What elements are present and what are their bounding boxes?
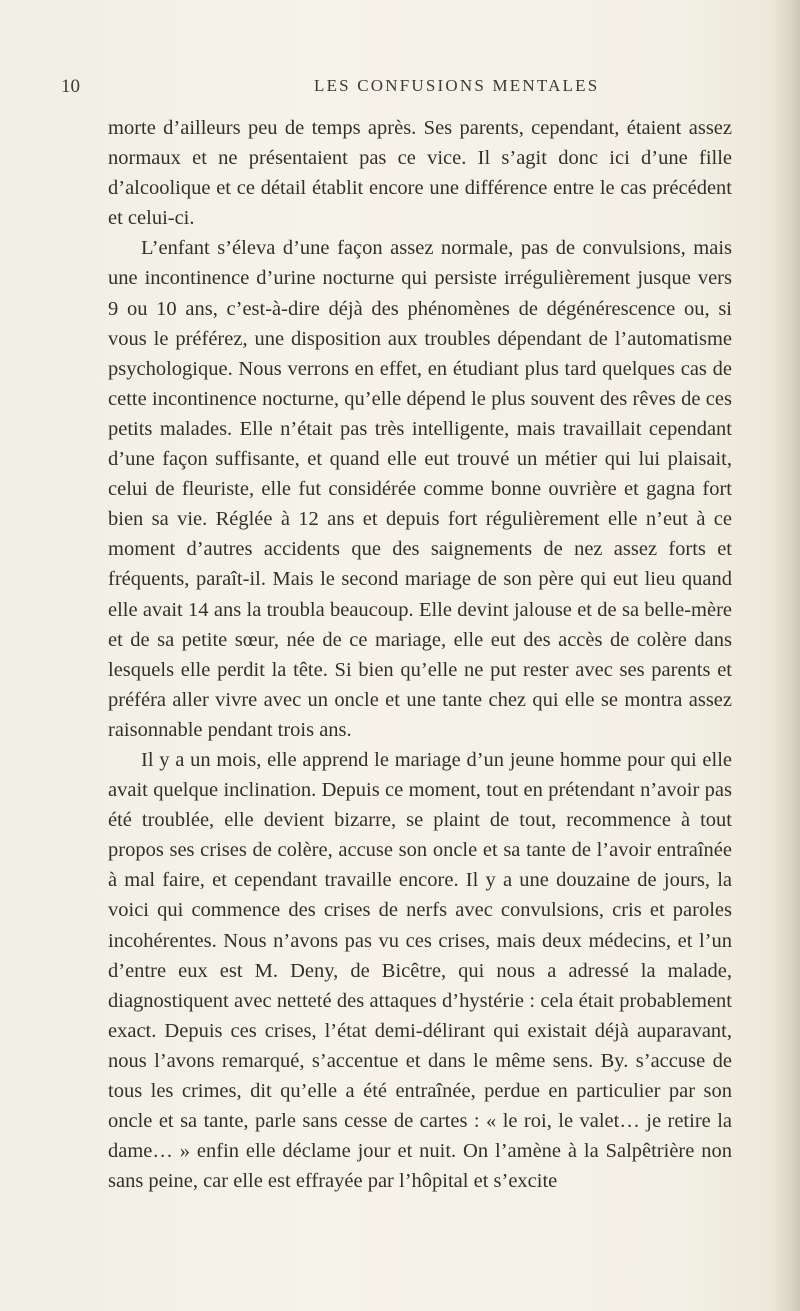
running-title: LES CONFUSIONS MENTALES (314, 76, 600, 95)
paragraph-recent-events: Il y a un mois, elle apprend le mariage d’un jeune homme pour qui elle avait quelque inclination. Depuis ce moment, tout en prétendant n’avoir pas été troublée, elle devient bizarre, se plaint de tout, recommence à tout propos ses crises de colère, accuse son oncle et sa tante de l’avoir entraînée à mal faire, et cependant travaille encore. Il y a une douzaine de jours, la voici qui commence des crises de nerfs avec convulsions, cris et paroles incohérentes. Nous n’avons pas vu ces crises, mais deux médecins, et l’un d’entre eux est M. Deny, de Bicêtre, qui nous a adressé la malade, diagnostiquent avec netteté des attaques d’hystérie : cela était probablement exact. Depuis ces crises, l’état demi-délirant qui existait déjà auparavant, nous l’avons remarqué, s’accentue et dans le même sens. By. s’accuse de tous les crimes, dit qu’elle a été entraînée, perdue en particulier par son oncle et sa tante, parle sans cesse de cartes : « le roi, le valet… je retire la dame… » enfin elle déclame jour et nuit. On l’amène à la Salpêtrière non sans peine, car elle est effrayée par l’hôpital et s’excite (108, 748, 732, 1193)
paragraph-continuation: morte d’ailleurs peu de temps après. Ses parents, cependant, étaient assez normaux et ne présentaient pas ce vice. Il s’agit donc ici d’une fille d’alcoolique et ce détail établit encore une différence entre le cas précédent et celui-ci. (108, 117, 732, 230)
page-header (0, 76, 800, 106)
page-edge-shadow (772, 0, 800, 1311)
paragraph-childhood: L’enfant s’éleva d’une façon assez normale, pas de convulsions, mais une incontinence d’urine nocturne qui persiste irrégulièrement jusque vers 9 ou 10 ans, c’est-à-dire déjà des phénomènes de dégénérescence ou, si vous le préférez, une disposition aux troubles dépendant de l’automatisme psychologique. Nous verrons en effet, en étudiant plus tard quelques cas de cette incontinence nocturne, qu’elle dépend le plus souvent des rêves de ces petits malades. Elle n’était pas très intelligente, mais travaillait cependant d’une façon suffisante, et quand elle eut trouvé un métier qui lui plaisait, celui de fleuriste, elle fut considérée comme bonne ouvrière et gagna fort bien sa vie. Réglée à 12 ans et depuis fort régulièrement elle n’eut à ce moment d’autres accidents que des saignements de nez assez forts et fréquents, paraît-il. Mais le second mariage de son père qui eut lieu quand elle avait 14 ans la troubla beaucoup. Elle devint jalouse et de sa belle-mère et de sa petite sœur, née de ce mariage, elle eut des accès de colère dans lesquels elle perdit la tête. Si bien qu’elle ne put rester avec ses parents et préféra aller vivre avec un oncle et une tante chez qui elle se montra assez raisonnable pendant trois ans. (108, 237, 732, 741)
body-text (108, 113, 732, 1196)
page-number: 10 (61, 76, 80, 97)
